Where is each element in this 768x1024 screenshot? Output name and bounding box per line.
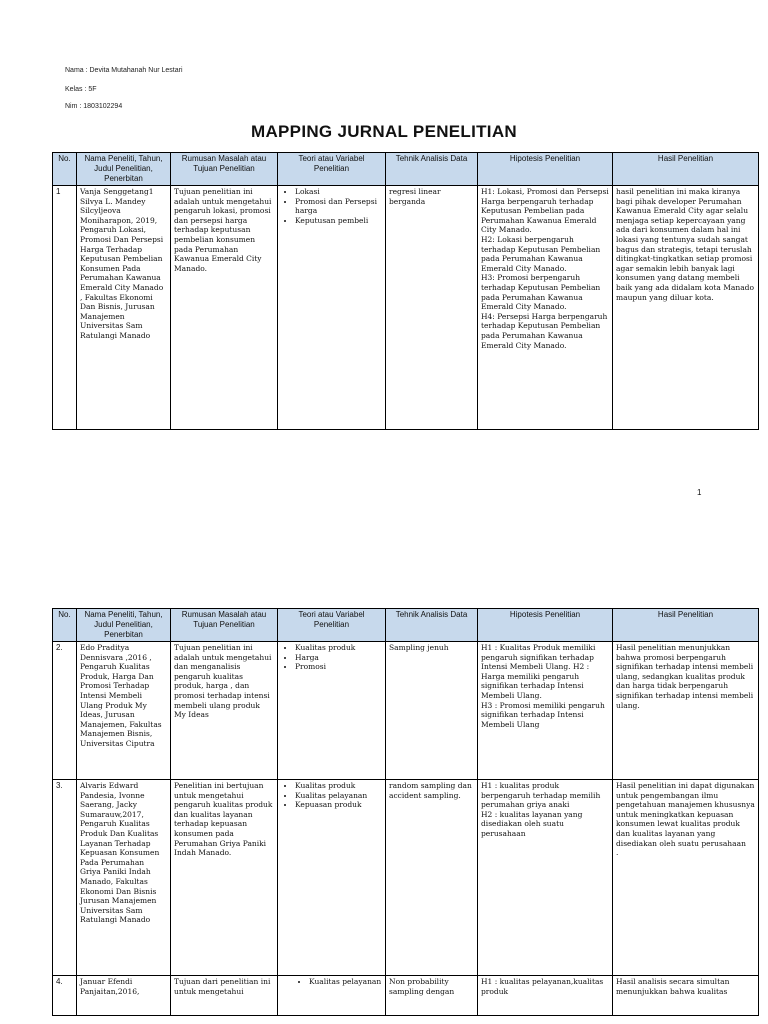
teori-item: • Keputusan pembeli (295, 216, 382, 226)
table-row (53, 186, 759, 430)
page-title: MAPPING JURNAL PENELITIAN (251, 122, 517, 141)
header-hipotesis: Hipotesis Penelitian (478, 609, 613, 642)
cell-no: 1 (53, 186, 77, 430)
cell-rumusan: Tujuan penelitian ini adalah untuk mengetahui pengaruh lokasi, promosi dan persepsi harga terhadap keputusan pembelian konsumen pada Perumahan Kawanua Emerald City Manado. (171, 186, 278, 430)
teori-item: • Kualitas produk (295, 643, 382, 653)
table-row (53, 780, 759, 976)
header-hasil: Hasil Penelitian (613, 609, 759, 642)
header-no: No. (53, 153, 77, 186)
teori-list (281, 781, 382, 810)
header-nama: Nama Peneliti, Tahun, Judul Penelitian, Penerbitan (77, 153, 171, 186)
cell-no: 2. (53, 642, 77, 780)
cell-hipotesis (478, 642, 613, 780)
cell-teknik: Non probability sampling dengan (386, 976, 478, 1016)
header-teknik: Tehnik Analisis Data (386, 609, 478, 642)
teori-item: • Kualitas pelayanan (309, 977, 382, 987)
cell-teori (278, 186, 386, 430)
header-nama: Nama Peneliti, Tahun, Judul Penelitian, Penerbitan (77, 609, 171, 642)
cell-teknik: random sampling dan accident sampling. (386, 780, 478, 976)
table-row (53, 976, 759, 1016)
teori-item: • Harga (295, 653, 382, 663)
hipotesis-line: H3: Promosi berpengaruh terhadap Keputusan Pembelian pada Perumahan Kawanua Emerald City Manado. (481, 273, 601, 312)
teori-item: • Kualitas produk (295, 781, 382, 791)
cell-hasil: Hasil analisis secara simultan menunjukkan bahwa kualitas (613, 976, 759, 1016)
student-name: Nama : Devita Mutahanah Nur Lestari (65, 67, 183, 74)
cell-teori (278, 976, 386, 1016)
cell-hipotesis (478, 186, 613, 430)
table-row (53, 642, 759, 780)
header-hasil: Hasil Penelitian (613, 153, 759, 186)
cell-hasil: hasil penelitian ini maka kiranya bagi pihak developer Perumahan Kawanua Emerald City agar selalu menjaga setiap kepercayaan yang ada dari konsumen dalam hal ini lokasi yang tentunya sudah sangat bagus dan strategis, tetapi teruslah ditingkat-tingkatkan setiap promosi agar semakin lebih banyak lagi konsumen yang datang membeli baik yang ada didalam kota Manado maupun yang diluar kota. (613, 186, 759, 430)
cell-nama: Januar Efendi Panjaitan,2016, (77, 976, 171, 1016)
cell-hasil: Hasil penelitian ini dapat digunakan untuk pengembangan ilmu pengetahuan manajemen khususnya untuk meningkatkan kepuasan konsumen lewat kualitas produk dan kualitas layanan yang disediakan oleh suatu perusahaan . (613, 780, 759, 976)
table-header-row (53, 609, 759, 642)
header-teori: Teori atau Variabel Penelitian (278, 609, 386, 642)
student-class: Kelas : 5F (65, 86, 97, 93)
table-header-row (53, 153, 759, 186)
teori-item: • Promosi (295, 662, 382, 672)
hipotesis-line: H1 : kualitas pelayanan,kualitas produk (481, 977, 604, 996)
page-number: 1 (697, 488, 702, 497)
cell-hipotesis (478, 780, 613, 976)
teori-item: • Promosi dan Persepsi harga (295, 197, 382, 216)
hipotesis-line: H4: Persepsi Harga berpengaruh terhadap Keputusan Pembelian pada Perumahan Kawanua Emerald City Manado. (481, 311, 608, 350)
teori-list (281, 977, 382, 987)
cell-rumusan: Tujuan penelitian ini adalah untuk mengetahui dan menganalisis pengaruh kualitas produk, harga , dan promosi terhadap intensi membeli ulang produk My Ideas (171, 642, 278, 780)
cell-nama: Alvaris Edward Pandesia, Ivonne Saerang, Jacky Sumarauw,2017, Pengaruh Kualitas Produk Dan Kualitas Layanan Terhadap Kepuasan Konsumen Pada Perumahan Griya Paniki Indah Manado, Fakultas Ekonomi Dan Bisnis Jurusan Manajemen Universitas Sam Ratulangi Manado (77, 780, 171, 976)
hipotesis-line: H2 : kualitas layanan yang disediakan oleh suatu perusahaan (481, 809, 583, 838)
teori-item: • Kualitas pelayanan (295, 791, 382, 801)
hipotesis-line: H3 : Promosi memiliki pengaruh signifikan terhadap Intensi Membeli Ulang (481, 700, 605, 729)
cell-rumusan: Penelitian ini bertujuan untuk mengetahui pengaruh kualitas produk dan kualitas layanan terhadap kepuasan konsumen pada Perumahan Griya Paniki Indah Manado. (171, 780, 278, 976)
header-teori: Teori atau Variabel Penelitian (278, 153, 386, 186)
teori-item: • Lokasi (295, 187, 382, 197)
cell-rumusan: Tujuan dari penelitian ini untuk mengetahui (171, 976, 278, 1016)
cell-teori (278, 780, 386, 976)
cell-teknik: Sampling jenuh (386, 642, 478, 780)
header-no: No. (53, 609, 77, 642)
cell-nama: Vanja Senggetang1 Silvya L. Mandey Silcyljeova Moniharapon, 2019, Pengaruh Lokasi, Promosi Dan Persepsi Harga Terhadap Keputusan Pembelian Konsumen Pada Perumahan Kawanua Emerald City Manado , Fakultas Ekonomi Dan Bisnis, Jurusan Manajemen Universitas Sam Ratulangi Manado (77, 186, 171, 430)
cell-hipotesis (478, 976, 613, 1016)
header-teknik: Tehnik Analisis Data (386, 153, 478, 186)
mapping-table-page-2 (52, 608, 759, 1016)
student-nim: Nim : 1803102294 (65, 103, 123, 110)
header-hipotesis: Hipotesis Penelitian (478, 153, 613, 186)
cell-hasil: Hasil penelitian menunjukkan bahwa promosi berpengaruh signifikan terhadap intensi membeli ulang, sedangkan kualitas produk dan harga tidak berpengaruh signifikan terhadap intensi membeli ulang. (613, 642, 759, 780)
teori-item: • Kepuasan produk (295, 800, 382, 810)
hipotesis-line: H1 : Kualitas Produk memiliki pengaruh signifikan terhadap Intensi Membeli Ulang. H2 : Harga memiliki pengaruh signifikan terhadap Intensi Membeli Ulang. (481, 643, 596, 700)
hipotesis-line: H1: Lokasi, Promosi dan Persepsi Harga berpengaruh terhadap Keputusan Pembelian pada Perumahan Kawanua Emerald City Manado. (481, 187, 609, 235)
hipotesis-line: H1 : kualitas produk berpengaruh terhadap memilih perumahan griya anaki (481, 781, 601, 810)
cell-nama: Edo Praditya Dennisvara ,2016 , Pengaruh Kualitas Produk, Harga Dan Promosi Terhadap Intensi Membeli Ulang Produk My Ideas, Jurusan Manajemen, Fakultas Manajemen Bisnis, Universitas Ciputra (77, 642, 171, 780)
cell-no: 4. (53, 976, 77, 1016)
cell-teori (278, 642, 386, 780)
hipotesis-line: H2: Lokasi berpengaruh terhadap Keputusan Pembelian pada Perumahan Kawanua Emerald City Manado. (481, 234, 601, 273)
cell-no: 3. (53, 780, 77, 976)
mapping-table-page-1 (52, 152, 759, 430)
header-rumusan: Rumusan Masalah atau Tujuan Penelitian (171, 153, 278, 186)
teori-list (281, 643, 382, 672)
cell-teknik: regresi linear berganda (386, 186, 478, 430)
header-rumusan: Rumusan Masalah atau Tujuan Penelitian (171, 609, 278, 642)
teori-list (281, 187, 382, 225)
